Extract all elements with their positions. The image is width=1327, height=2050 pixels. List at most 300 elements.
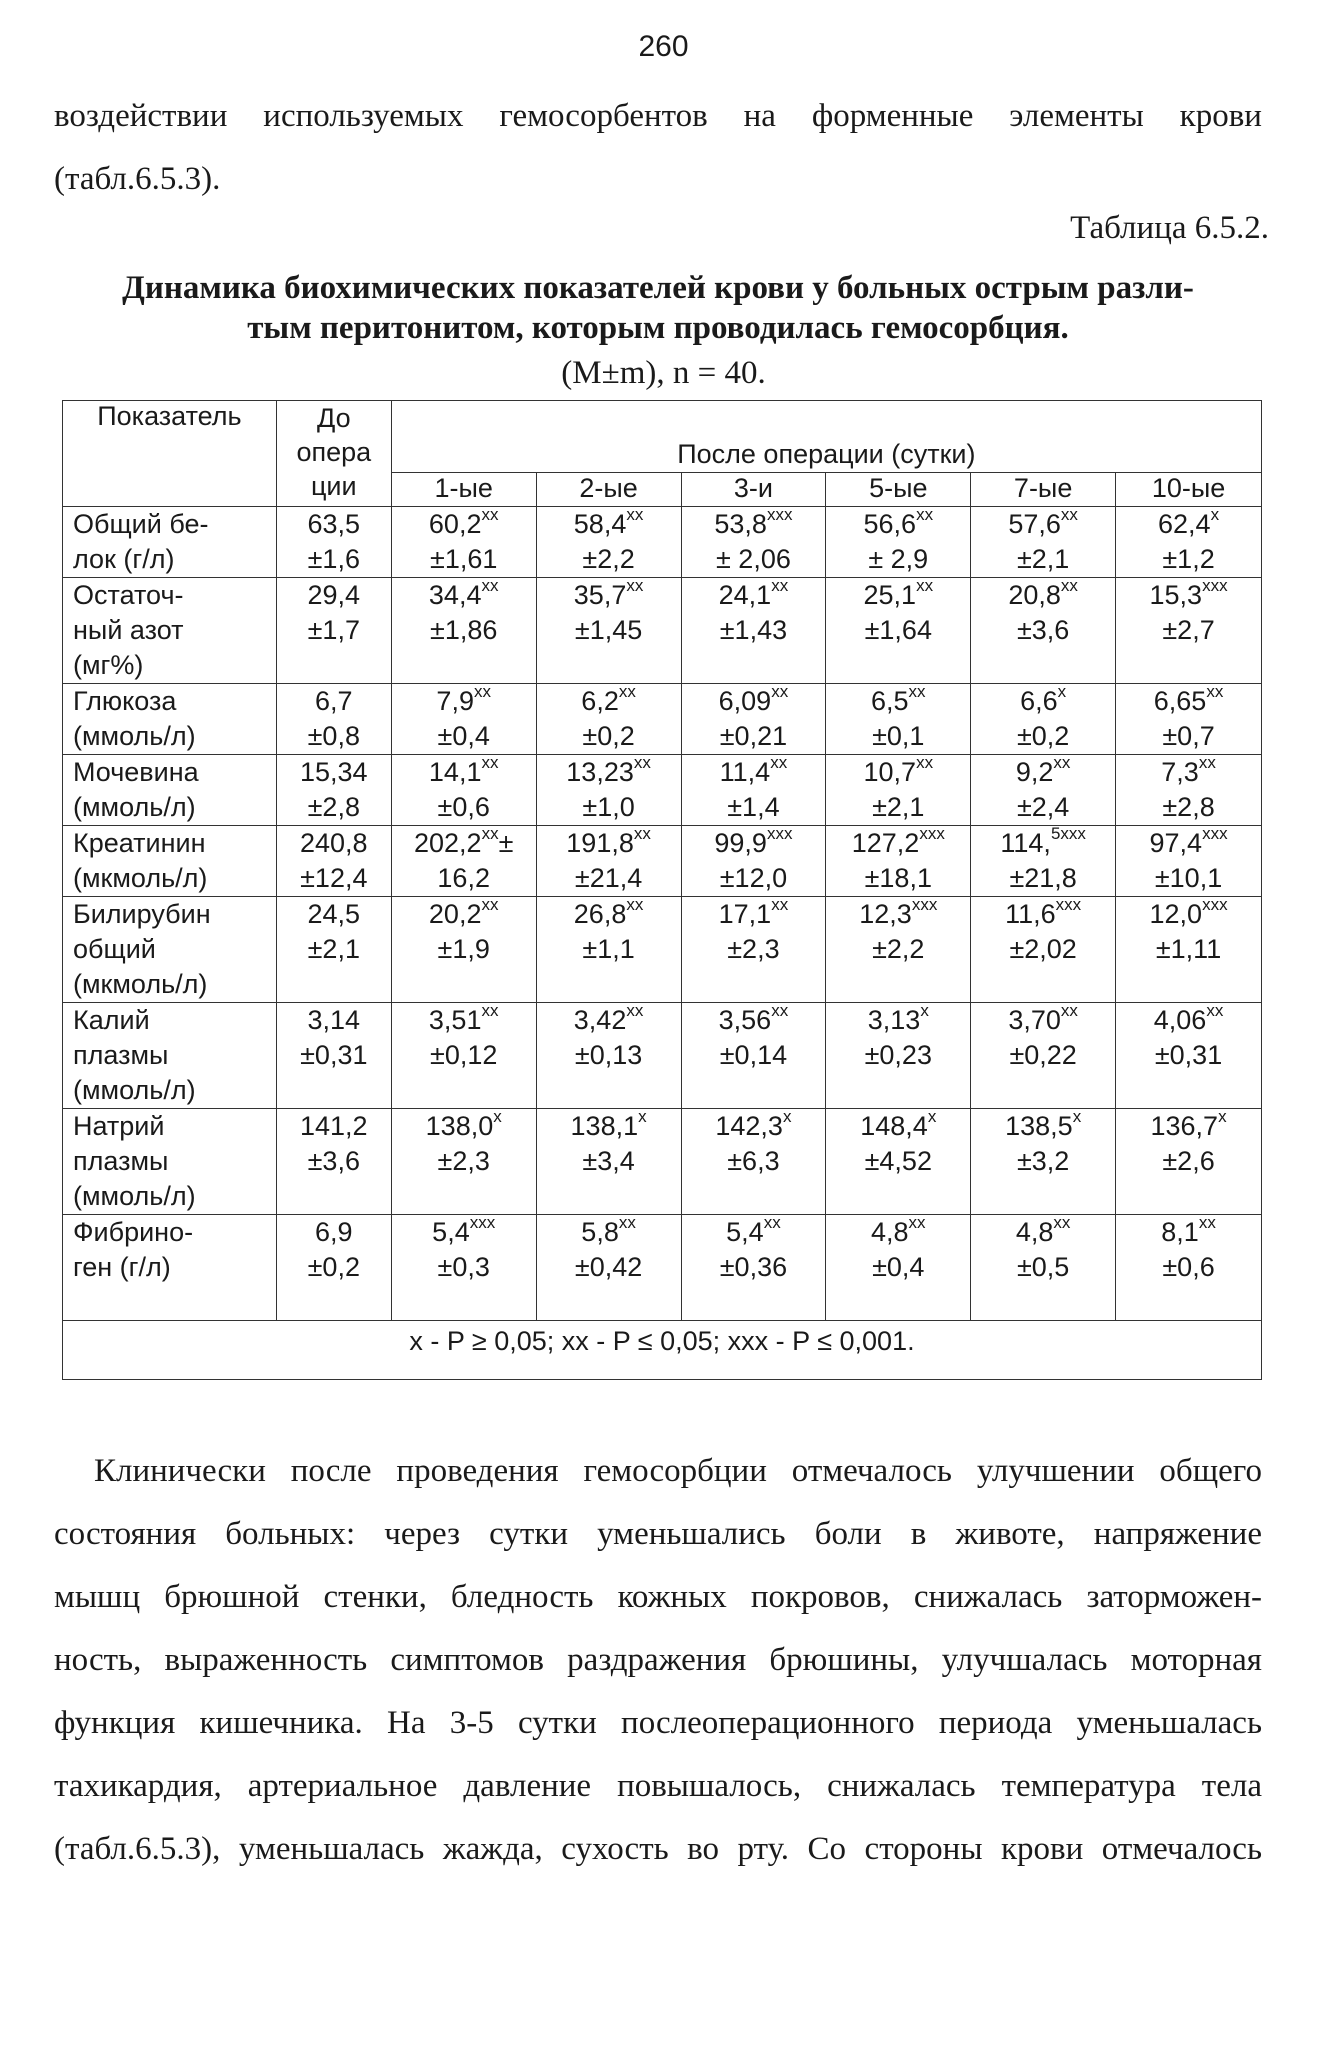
cell-error: ±1,86 [430, 615, 498, 645]
cell-mean [826, 1109, 970, 1144]
cell-error: ±12,0 [719, 863, 788, 893]
paragraph-line: функция кишечника. На 3-5 сутки послеоперационного периода уменьшалась [54, 1705, 1262, 1741]
significance-mark: xx [771, 682, 789, 701]
mean-value: 6,5 [871, 686, 909, 716]
mean-value: 60,2 [428, 509, 482, 539]
cell-mean [392, 507, 536, 542]
table-row [63, 826, 1262, 897]
significance-mark: xx [626, 576, 644, 595]
cell-error: ±1,2 [1162, 544, 1215, 574]
value-cell [971, 755, 1116, 826]
cell-mean [1116, 1003, 1261, 1038]
table-row [63, 897, 1262, 1003]
table-number: Таблица 6.5.2. [1070, 210, 1269, 246]
mean-value: 25,1 [863, 580, 917, 610]
mean-value: 3,51 [428, 1005, 482, 1035]
param-line: лок (г/л) [73, 544, 175, 574]
pm-sign: ± [498, 828, 514, 858]
cell-mean [537, 1215, 681, 1250]
mean-value: 9,2 [1015, 757, 1054, 787]
cell-error: ±0,5 [1016, 1252, 1070, 1282]
significance-mark: xx [481, 824, 499, 843]
cell-mean [682, 507, 826, 542]
mean-value: 7,9 [436, 686, 474, 716]
cell-error: ±0,1 [872, 721, 925, 751]
significance-mark: xx [1060, 576, 1078, 595]
value-cell [681, 897, 826, 1003]
value-cell [1116, 578, 1262, 684]
significance-mark: 5xxx [1050, 824, 1086, 843]
intro-word: элементы [1009, 98, 1144, 134]
table-row [63, 755, 1262, 826]
value-cell [971, 826, 1116, 897]
cell-mean [826, 1003, 970, 1038]
cell-error: ±1,11 [1155, 934, 1222, 964]
header-before-line: опера [296, 437, 372, 467]
significance-mark: xx [763, 1213, 781, 1232]
cell-error: ±0,12 [430, 1040, 498, 1070]
value-cell [536, 826, 681, 897]
mean-value: 138,0 [425, 1111, 494, 1141]
footnote-row [63, 1321, 1262, 1380]
significance-mark: xx [1206, 1001, 1224, 1020]
mean-value: 8,1 [1161, 1217, 1199, 1247]
value-cell [1116, 755, 1262, 826]
header-before-op [276, 401, 391, 507]
table-footnote: x - P ≥ 0,05; xx - P ≤ 0,05; xxx - P ≤ 0,001. [63, 1321, 1262, 1380]
mean-value: 3,56 [718, 1005, 772, 1035]
cell-mean [971, 684, 1115, 719]
row-param [63, 1215, 277, 1321]
significance-mark: xx [1060, 505, 1078, 524]
cell-mean [971, 755, 1115, 790]
value-cell [536, 1003, 681, 1109]
cell-error: ±0,4 [872, 1252, 925, 1282]
cell-mean [277, 1215, 391, 1250]
cell-mean [277, 897, 391, 932]
value-cell [681, 1215, 826, 1321]
value-cell [1116, 1003, 1262, 1109]
cell-error: ±2,4 [1016, 792, 1070, 822]
cell-error: ±0,2 [582, 721, 635, 751]
value-cell [536, 578, 681, 684]
cell-mean [537, 578, 681, 613]
value-cell [826, 684, 971, 755]
value-cell [681, 578, 826, 684]
mean-value: 136,7 [1150, 1111, 1219, 1141]
value-cell [391, 578, 536, 684]
param-line: (ммоль/л) [73, 721, 196, 751]
table-title-line-2: тым перитонитом, которым проводилась гемосорбция. [247, 310, 1069, 346]
value-cell [681, 684, 826, 755]
cell-error: ±2,1 [872, 792, 925, 822]
significance-mark: xxx [469, 1213, 496, 1232]
param-line: Мочевина [73, 757, 199, 787]
body-paragraph [54, 1440, 1262, 1881]
mean-value: 202,2 [413, 828, 482, 858]
cell-error: ±3,4 [582, 1146, 635, 1176]
mean-value: 35,7 [573, 580, 627, 610]
cell-mean [392, 1109, 536, 1144]
cell-error: ±0,31 [300, 1040, 368, 1070]
cell-mean [682, 1109, 826, 1144]
table-row [63, 1003, 1262, 1109]
significance-mark: xxx [1202, 576, 1228, 595]
value-cell [1116, 1109, 1262, 1215]
significance-mark: xx [626, 1001, 644, 1020]
cell-error: ±0,22 [1009, 1040, 1077, 1070]
value-cell [536, 1109, 681, 1215]
table-row [63, 578, 1262, 684]
mean-value: 6,6 [1020, 686, 1058, 716]
cell-error: ±18,1 [864, 863, 932, 893]
mean-value: 20,2 [428, 899, 482, 929]
mean-value: 57,6 [1008, 509, 1061, 539]
mean-value: 6,09 [718, 686, 772, 716]
cell-mean [826, 1215, 970, 1250]
cell-error: 16,2 [437, 863, 490, 893]
mean-value: 3,13 [867, 1005, 921, 1035]
param-line: (мкмоль/л) [73, 969, 208, 999]
intro-word: гемосорбентов [499, 98, 708, 134]
value-cell [536, 684, 681, 755]
paragraph-line: ность, выраженность симптомов раздражения брюшины, улучшалась моторная [54, 1642, 1262, 1678]
header-day: 10-ые [1116, 473, 1262, 507]
row-param [63, 826, 277, 897]
cell-mean [1116, 1215, 1261, 1250]
value-cell [681, 507, 826, 578]
significance-mark: xx [916, 505, 934, 524]
table-title-line-1: Динамика биохимических показателей крови у больных острым разли- [122, 270, 1194, 306]
cell-error: ±3,6 [307, 1146, 360, 1176]
mean-value: 4,06 [1153, 1005, 1207, 1035]
cell-error: ±2,7 [1162, 615, 1215, 645]
cell-mean [971, 897, 1115, 932]
header-param: Показатель [63, 401, 277, 507]
mean-value: 53,8 [714, 509, 767, 539]
cell-error: ±1,7 [307, 615, 360, 645]
mean-value: 24,1 [718, 580, 772, 610]
param-line: ген (г/л) [73, 1252, 171, 1282]
cell-error: ±6,3 [727, 1146, 780, 1176]
param-line: Билирубин [73, 899, 211, 929]
significance-mark: x [1210, 505, 1220, 524]
mean-value: 138,1 [570, 1111, 639, 1141]
cell-error: ±0,6 [1162, 1252, 1215, 1282]
cell-mean [537, 1109, 681, 1144]
mean-value: 58,4 [573, 509, 627, 539]
value-cell [971, 507, 1116, 578]
significance-mark: xx [1198, 1213, 1216, 1232]
value-cell [276, 1109, 391, 1215]
value-cell [971, 1215, 1116, 1321]
cell-error: ±2,3 [437, 1146, 490, 1176]
table-row [63, 507, 1262, 578]
mean-value: 10,7 [863, 757, 917, 787]
value-cell [971, 1003, 1116, 1109]
cell-mean [277, 1003, 391, 1038]
significance-mark: xxx [911, 895, 938, 914]
cell-error: ±2,2 [872, 934, 925, 964]
cell-mean [682, 1003, 826, 1038]
cell-mean [277, 507, 391, 542]
cell-error: ±1,45 [574, 615, 643, 645]
value-cell [536, 755, 681, 826]
cell-error: ±0,31 [1154, 1040, 1223, 1070]
value-cell [391, 507, 536, 578]
mean-value: 5,4 [432, 1217, 470, 1247]
header-before-line: ции [310, 471, 357, 501]
significance-mark: xx [1053, 753, 1071, 772]
mean-value: 11,4 [719, 757, 771, 787]
value-cell [826, 755, 971, 826]
cell-error: ±1,4 [727, 792, 780, 822]
value-cell [391, 1109, 536, 1215]
cell-mean [392, 684, 536, 719]
cell-error: ±2,8 [1162, 792, 1215, 822]
biochem-table [62, 400, 1262, 1380]
cell-error: ±21,8 [1009, 863, 1077, 893]
significance-mark: xx [481, 753, 499, 772]
cell-mean [1116, 684, 1261, 719]
cell-mean [537, 684, 681, 719]
cell-error: ±2,02 [1009, 934, 1077, 964]
value-cell [681, 755, 826, 826]
mean-value: 191,8 [566, 828, 634, 858]
param-line: плазмы [73, 1040, 169, 1070]
intro-text [54, 85, 1262, 211]
significance-mark: xx [1198, 753, 1216, 772]
param-line: (ммоль/л) [73, 1181, 196, 1211]
value-cell [681, 826, 826, 897]
cell-mean [971, 1215, 1115, 1250]
cell-mean [277, 826, 391, 861]
cell-error: ±0,2 [1016, 721, 1070, 751]
value-cell [1116, 507, 1262, 578]
mean-value: 6,7 [315, 686, 353, 716]
cell-mean [537, 826, 681, 861]
value-cell [826, 826, 971, 897]
param-line: (ммоль/л) [73, 792, 196, 822]
cell-mean [537, 507, 681, 542]
cell-mean [971, 507, 1115, 542]
header-day: 7-ые [971, 473, 1116, 507]
cell-error: ±0,4 [437, 721, 490, 751]
significance-mark: x [1072, 1107, 1082, 1126]
value-cell [971, 684, 1116, 755]
mean-value: 24,5 [307, 899, 361, 929]
cell-mean [277, 755, 391, 790]
significance-mark: xx [916, 753, 934, 772]
cell-mean [1116, 578, 1261, 613]
value-cell [826, 507, 971, 578]
cell-error: ±2,3 [727, 934, 780, 964]
paragraph-line: мышц брюшной стенки, бледность кожных покровов, снижалась заторможен- [54, 1579, 1262, 1615]
intro-word: крови [1179, 98, 1262, 134]
mean-value: 240,8 [300, 828, 368, 858]
cell-mean [277, 684, 391, 719]
cell-mean [826, 507, 970, 542]
cell-mean [1116, 507, 1261, 542]
significance-mark: xx [916, 576, 934, 595]
intro-word: на [743, 98, 776, 134]
cell-mean [277, 578, 391, 613]
mean-value: 3,70 [1008, 1005, 1061, 1035]
cell-error: ±3,2 [1016, 1146, 1070, 1176]
significance-mark: xxx [1055, 895, 1082, 914]
param-line: ный азот [73, 615, 184, 645]
cell-mean [826, 755, 970, 790]
mean-value: 14,1 [428, 757, 482, 787]
significance-mark: x [920, 1001, 929, 1020]
significance-mark: xx [1060, 1001, 1078, 1020]
cell-mean [971, 1109, 1115, 1144]
cell-mean [682, 578, 826, 613]
table-subtitle: (M±m), n = 40. [561, 355, 766, 391]
cell-mean [826, 897, 970, 932]
cell-mean [392, 578, 536, 613]
param-line: Калий [73, 1005, 150, 1035]
value-cell [826, 1109, 971, 1215]
mean-value: 4,8 [871, 1217, 909, 1247]
cell-error: ±0,6 [437, 792, 490, 822]
mean-value: 15,3 [1149, 580, 1203, 610]
cell-error: ±1,0 [582, 792, 635, 822]
value-cell [391, 684, 536, 755]
cell-mean [826, 826, 970, 861]
row-param [63, 1109, 277, 1215]
param-line: Общий бе- [73, 509, 209, 539]
value-cell [971, 578, 1116, 684]
value-cell [276, 755, 391, 826]
cell-mean [392, 897, 536, 932]
mean-value: 6,2 [581, 686, 619, 716]
cell-mean [971, 826, 1115, 861]
value-cell [391, 897, 536, 1003]
cell-error: ±2,1 [307, 934, 360, 964]
mean-value: 56,6 [863, 509, 917, 539]
cell-mean [392, 1215, 536, 1250]
mean-value: 142,3 [715, 1111, 783, 1141]
significance-mark: x [927, 1107, 937, 1126]
mean-value: 3,14 [307, 1005, 361, 1035]
significance-mark: xxx [1202, 895, 1228, 914]
significance-mark: xx [626, 895, 644, 914]
value-cell [681, 1109, 826, 1215]
value-cell [826, 1215, 971, 1321]
paragraph-line: (табл.6.5.3), уменьшалась жажда, сухость во рту. Со стороны крови отмечалось [54, 1831, 1262, 1867]
mean-value: 29,4 [307, 580, 361, 610]
table-row [63, 1109, 1262, 1215]
header-day: 2-ые [536, 473, 681, 507]
cell-mean [537, 897, 681, 932]
intro-word: форменные [811, 98, 974, 134]
header-before-line: До [316, 403, 351, 433]
param-line: Остаточ- [73, 580, 184, 610]
cell-error: ±12,4 [300, 863, 368, 893]
cell-mean [682, 826, 826, 861]
cell-mean [682, 755, 826, 790]
significance-mark: xx [626, 505, 644, 524]
mean-value: 99,9 [714, 828, 767, 858]
value-cell [826, 897, 971, 1003]
value-cell [536, 1215, 681, 1321]
mean-value: 62,4 [1158, 509, 1211, 539]
row-param [63, 684, 277, 755]
cell-mean [682, 897, 826, 932]
param-line: Натрий [73, 1111, 165, 1141]
value-cell [1116, 684, 1262, 755]
value-cell [971, 1109, 1116, 1215]
value-cell [391, 1215, 536, 1321]
paragraph-line: тахикардия, артериальное давление повышалось, снижалась температура тела [54, 1768, 1262, 1804]
significance-mark: x [638, 1107, 647, 1126]
cell-error: ±2,6 [1162, 1146, 1215, 1176]
cell-error: ±4,52 [864, 1146, 932, 1176]
mean-value: 26,8 [573, 899, 627, 929]
cell-error: ±1,1 [582, 934, 635, 964]
cell-mean [971, 1003, 1115, 1038]
param-line: Фибрино- [73, 1217, 194, 1247]
value-cell [276, 897, 391, 1003]
mean-value: 138,5 [1005, 1111, 1073, 1141]
cell-error: ±0,21 [719, 721, 788, 751]
cell-mean [392, 755, 536, 790]
mean-value: 114, [1000, 828, 1051, 858]
mean-value: 6,65 [1153, 686, 1207, 716]
value-cell [276, 507, 391, 578]
significance-mark: xx [618, 1213, 636, 1232]
intro-line-2: (табл.6.5.3). [54, 161, 221, 197]
mean-value: 5,4 [726, 1217, 764, 1247]
cell-mean [971, 578, 1115, 613]
intro-line-1 [54, 85, 1262, 148]
cell-mean [826, 684, 970, 719]
significance-mark: x [1057, 682, 1067, 701]
significance-mark: xx [633, 753, 651, 772]
significance-mark: xx [908, 682, 926, 701]
mean-value: 17,1 [718, 899, 772, 929]
cell-mean [392, 826, 536, 861]
value-cell [536, 507, 681, 578]
paragraph-line: Клинически после проведения гемосорбции отмечалось улучшении общего [94, 1453, 1262, 1489]
param-line: Креатинин [73, 828, 206, 858]
mean-value: 4,8 [1015, 1217, 1054, 1247]
mean-value: 12,0 [1149, 899, 1203, 929]
cell-error: ±0,2 [307, 1252, 360, 1282]
cell-mean [826, 578, 970, 613]
mean-value: 20,8 [1008, 580, 1061, 610]
table-title [54, 268, 1262, 348]
page-number: 260 [638, 30, 689, 63]
value-cell [1116, 826, 1262, 897]
cell-error: ± 2,06 [715, 544, 791, 574]
significance-mark: x [1218, 1107, 1227, 1126]
cell-error: ±1,61 [430, 544, 498, 574]
cell-error: ±0,36 [719, 1252, 788, 1282]
significance-mark: x [493, 1107, 502, 1126]
row-param [63, 1003, 277, 1109]
param-line: Глюкоза [73, 686, 177, 716]
header-day: 5-ые [826, 473, 971, 507]
significance-mark: x [782, 1107, 792, 1126]
intro-word: воздействии [54, 98, 228, 134]
cell-error: ±0,13 [574, 1040, 643, 1070]
mean-value: 7,3 [1161, 757, 1199, 787]
mean-value: 148,4 [860, 1111, 928, 1141]
mean-value: 3,42 [573, 1005, 627, 1035]
significance-mark: xxx [766, 505, 793, 524]
